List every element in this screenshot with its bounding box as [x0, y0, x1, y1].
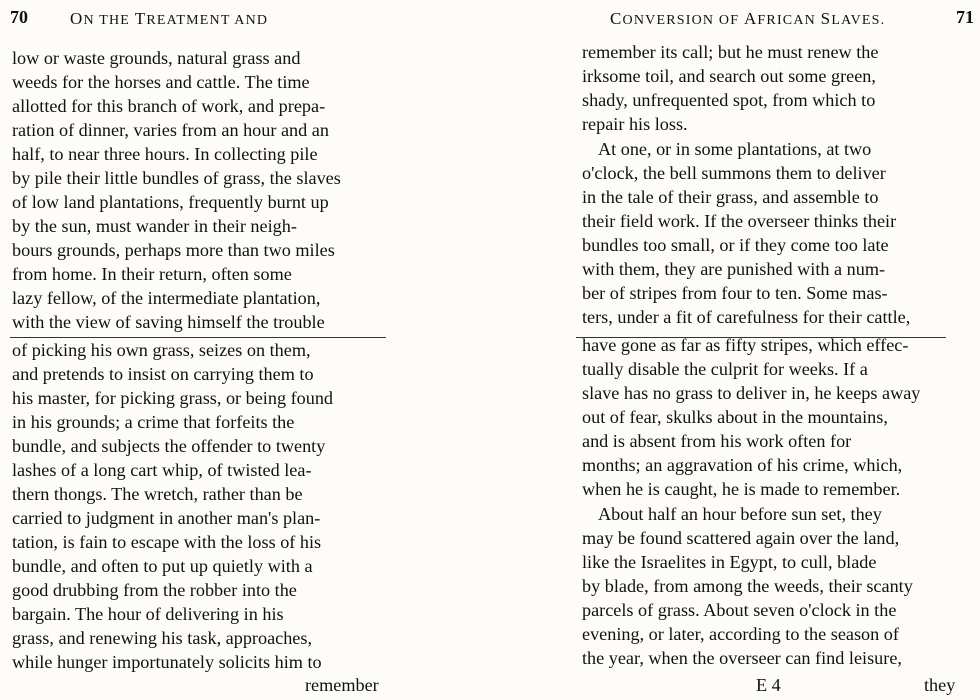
text-line: grass, and renewing his task, approaches, — [12, 628, 313, 648]
text-line: repair his loss. — [582, 114, 688, 134]
text-line: lazy fellow, of the intermediate plantation, — [12, 288, 321, 308]
text-line: and pretends to insist on carrying them to — [12, 364, 314, 384]
text-line: in the tale of their grass, and assemble to — [582, 187, 879, 207]
text-line: ration of dinner, varies from an hour and an — [12, 120, 329, 140]
left-catchword: remember — [305, 675, 379, 695]
text-line: slave has no grass to deliver in, he keeps away — [582, 383, 921, 403]
text-line: with them, they are punished with a num- — [582, 259, 886, 279]
right-page-header — [576, 9, 980, 29]
text-line: allotted for this branch of work, and prepa- — [12, 96, 326, 116]
text-line: by pile their little bundles of grass, the slaves — [12, 168, 341, 188]
text-line: in his grounds; a crime that forfeits the — [12, 412, 295, 432]
text-line: months; an aggravation of his crime, which, — [582, 455, 903, 475]
text-line: bargain. The hour of delivering in his — [12, 604, 284, 624]
text-line: the year, when the overseer can find leisure, — [582, 648, 902, 668]
text-line: out of fear, skulks about in the mountains, — [582, 407, 888, 427]
text-line: may be found scattered again over the land, — [582, 528, 900, 548]
text-line: bundle, and often to put up quietly with a — [12, 556, 313, 576]
right-page-number: 71 — [956, 7, 974, 27]
text-line: like the Israelites in Egypt, to cull, blade — [582, 552, 877, 572]
text-line: remember its call; but he must renew the — [582, 42, 879, 62]
text-line: while hunger importunately solicits him to — [12, 652, 322, 672]
text-line: ber of stripes from four to ten. Some mas- — [582, 283, 888, 303]
right-page — [576, 0, 980, 700]
left-running-title: ON THE TREATMENT AND — [70, 9, 269, 28]
text-line: parcels of grass. About seven o'clock in the — [582, 600, 897, 620]
left-page-header — [0, 9, 400, 29]
text-line: irksome toil, and search out some green, — [582, 66, 876, 86]
text-line: ters, under a fit of carefulness for their cattle, — [582, 307, 911, 327]
text-line: and is absent from his work often for — [582, 431, 852, 451]
left-page-number: 70 — [10, 7, 28, 27]
text-line: half, to near three hours. In collecting pile — [12, 144, 318, 164]
text-line: bundle, and subjects the offender to twenty — [12, 436, 326, 456]
text-line: evening, or later, according to the season of — [582, 624, 899, 644]
text-line: have gone as far as fifty stripes, which effec- — [582, 335, 909, 355]
text-line: lashes of a long cart whip, of twisted lea- — [12, 460, 312, 480]
text-line: At one, or in some plantations, at two — [598, 139, 872, 159]
text-line: bours grounds, perhaps more than two miles — [12, 240, 335, 260]
text-line: with the view of saving himself the trouble — [12, 312, 325, 332]
right-catchword: they — [924, 675, 956, 695]
text-line: tation, is fain to escape with the loss of his — [12, 532, 322, 552]
text-line: of picking his own grass, seizes on them, — [12, 340, 311, 360]
text-line: thern thongs. The wretch, rather than be — [12, 484, 303, 504]
text-line: tually disable the culprit for weeks. If a — [582, 359, 868, 379]
text-line: when he is caught, he is made to remember. — [582, 479, 901, 499]
left-page — [0, 0, 400, 700]
text-line: by blade, from among the weeds, their scanty — [582, 576, 913, 596]
text-line: his master, for picking grass, or being found — [12, 388, 334, 408]
text-line: from home. In their return, often some — [12, 264, 292, 284]
text-line: o'clock, the bell summons them to deliver — [582, 163, 886, 183]
right-running-title: CONVERSION OF AFRICAN SLAVES. — [610, 9, 886, 28]
text-line: good drubbing from the robber into the — [12, 580, 297, 600]
text-line: low or waste grounds, natural grass and — [12, 48, 301, 68]
text-line: About half an hour before sun set, they — [598, 504, 882, 524]
signature-mark: E 4 — [756, 675, 781, 695]
text-line: their field work. If the overseer thinks their — [582, 211, 897, 231]
text-line: carried to judgment in another man's plan- — [12, 508, 321, 528]
text-line: bundles too small, or if they come too late — [582, 235, 889, 255]
text-line: of low land plantations, frequently burnt up — [12, 192, 329, 212]
text-line: shady, unfrequented spot, from which to — [582, 90, 876, 110]
text-line: by the sun, must wander in their neigh- — [12, 216, 297, 236]
text-line: weeds for the horses and cattle. The time — [12, 72, 310, 92]
